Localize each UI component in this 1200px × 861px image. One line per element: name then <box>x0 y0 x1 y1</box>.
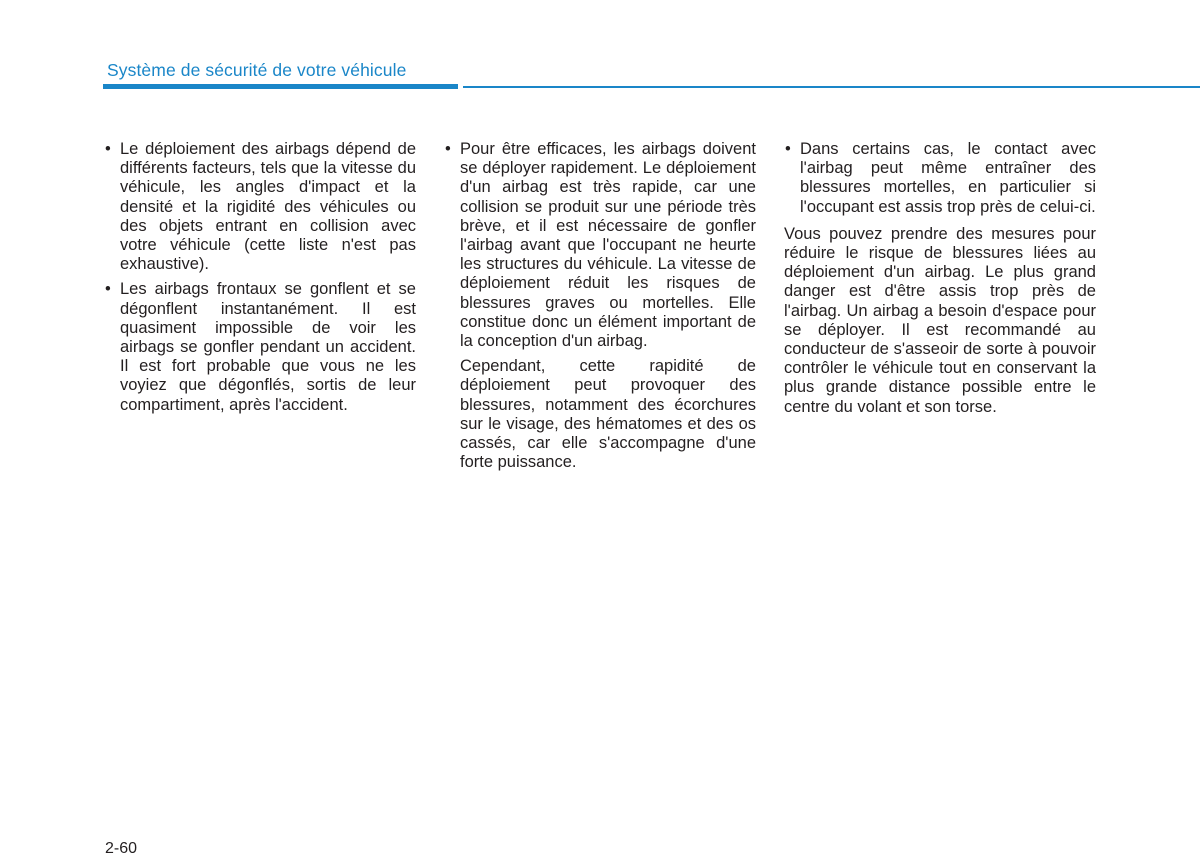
section-title: Système de sécurité de votre véhicule <box>107 60 407 80</box>
bullet-item <box>104 280 416 414</box>
bullet-icon: • <box>785 140 791 158</box>
bullet-text: Pour être efficaces, les airbags doivent se déployer rapidement. Le déploiement d'un airbag est très rapide, car une collision se produit sur une période très brève, et il est nécessaire de gonfler l'airbag avant que l'occupant ne heurte les structures du véhicule. La vitesse de déploiement réduit les risques de blessures graves ou mortelles. Elle constitue donc un élément important de la conception d'un airbag. <box>460 140 756 351</box>
bullet-icon: • <box>445 140 451 158</box>
column-3 <box>784 140 1096 417</box>
bullet-item <box>104 140 416 274</box>
header-rule-thin <box>463 86 1200 88</box>
body-paragraph: Vous pouvez prendre des mesures pour réduire le risque de blessures liées au déploiement d'un airbag. Le plus grand danger est d'être assis trop près de l'airbag. Un airbag a besoin d'espace pour se déployer. Il est recommandé au conducteur de s'asseoir de sorte à pouvoir contrôler le véhicule tout en conservant la plus grande distance possible entre le centre du volant et son torse. <box>784 224 1096 416</box>
column-1 <box>104 140 416 421</box>
bullet-text: Dans certains cas, le contact avec l'airbag peut même entraîner des blessures mortelles, en particulier si l'occupant est assis trop près de celui-ci. <box>800 140 1096 216</box>
bullet-item <box>784 140 1096 217</box>
bullet-text: Les airbags frontaux se gonflent et se dégonflent instantanément. Il est quasiment impossible de voir les airbags se gonfler pendant un accident. Il est fort probable que vous ne les voyiez que dégonflés, sortis de leur compartiment, après l'accident. <box>120 280 416 414</box>
bullet-text: Le déploiement des airbags dépend de différents facteurs, tels que la vitesse du véhicule, les angles d'impact et la densité et la rigidité des véhicules ou des objets entrant en collision avec votre véhicule (cette liste n'est pas exhaustive). <box>120 140 416 274</box>
page-number: 2-60 <box>105 840 138 857</box>
bullet-icon: • <box>105 140 111 158</box>
bullet-icon: • <box>105 280 111 299</box>
column-2 <box>444 140 756 472</box>
continuation-paragraph: Cependant, cette rapidité de déploiement peut provoquer des blessures, notamment des écorchures sur le visage, des hématomes et des os cassés, car elle s'accompagne d'une forte puissance. <box>460 357 756 472</box>
bullet-item <box>444 140 756 351</box>
header-rule-thick <box>103 84 458 89</box>
